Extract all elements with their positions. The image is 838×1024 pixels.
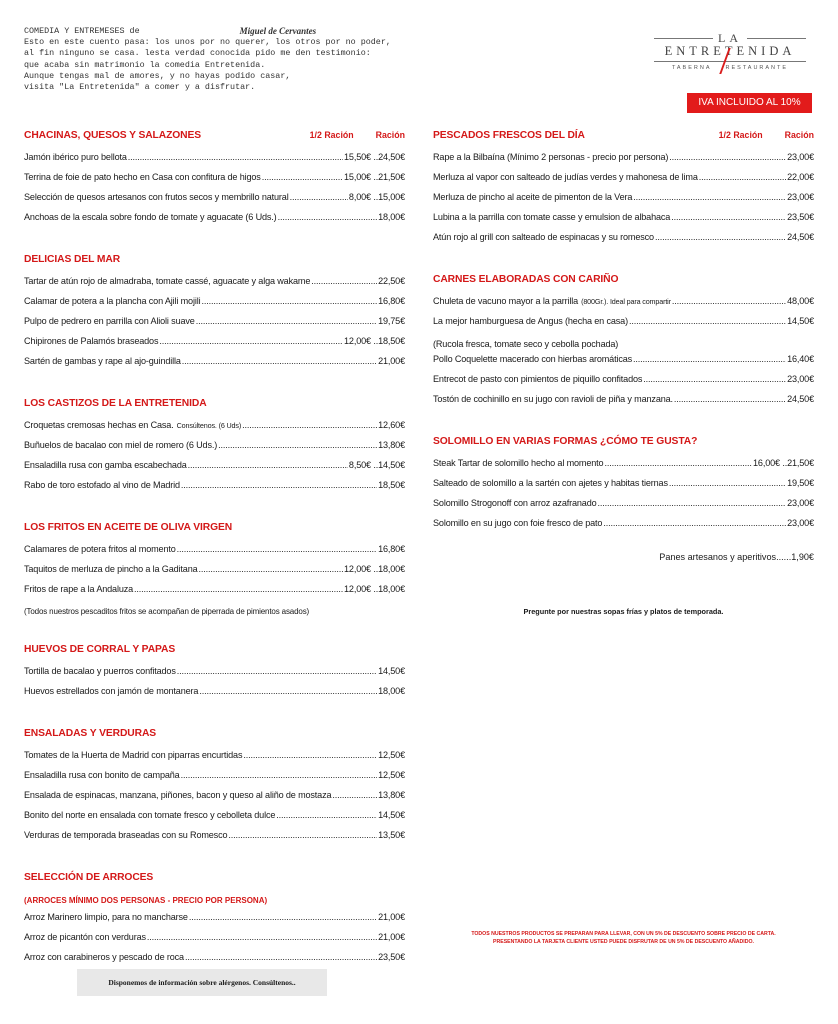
menu-item	[24, 564, 405, 584]
dot-leader	[674, 394, 786, 404]
item-name: Huevos estrellados con jamón de montanera	[24, 686, 199, 696]
item-name: Calamar de potera a la plancha con Ajili mojili	[24, 296, 201, 306]
menu-item	[24, 666, 405, 686]
section-header	[24, 130, 405, 148]
menu-item	[24, 152, 405, 172]
dot-leader	[147, 932, 377, 942]
intro-line: Esto en este cuento pasa: los unos por no querer, los otros por no poder,	[24, 37, 391, 48]
menu-item	[24, 830, 405, 850]
dot-leader	[218, 440, 377, 450]
section-header	[24, 728, 405, 746]
dot-leader	[182, 356, 377, 366]
menu-item	[24, 212, 405, 232]
item-name: Jamón ibérico puro bellota	[24, 152, 127, 162]
dot-leader	[598, 498, 787, 508]
logo-taberna: TABERNA	[671, 65, 712, 71]
portion-header: Ración	[784, 130, 814, 140]
dot-leader	[669, 152, 786, 162]
section-title: PESCADOS FRESCOS DEL DÍA	[433, 130, 585, 141]
dot-leader	[199, 686, 377, 696]
item-price: 16,80€	[378, 296, 405, 306]
dot-leader	[189, 912, 377, 922]
menu-item	[24, 276, 405, 296]
menu-section	[24, 872, 405, 972]
dot-leader	[278, 212, 378, 222]
item-price: 48,00€	[787, 296, 814, 306]
menu-item	[24, 192, 405, 212]
panes-line	[433, 552, 814, 562]
menu-item	[24, 932, 405, 952]
item-price: 13,80€	[378, 790, 405, 800]
dot-leader	[629, 316, 786, 326]
item-half-price: 12,00€ ..	[344, 564, 378, 574]
dot-leader	[311, 276, 377, 286]
item-price: 21,00€	[378, 932, 405, 942]
item-price: 22,00€	[787, 172, 814, 182]
item-price: 15,00€	[378, 192, 405, 202]
dot-leader	[242, 420, 377, 430]
item-price: 16,80€	[378, 544, 405, 554]
section-subnote: (ARROCES MÍNIMO DOS PERSONAS - PRECIO POR PERSONA)	[24, 896, 268, 905]
dot-leader	[276, 810, 377, 820]
item-name: Arroz Marinero limpio, para no mancharse	[24, 912, 188, 922]
dot-leader	[603, 518, 786, 528]
menu-item	[433, 374, 814, 394]
item-name: Buñuelos de bacalao con miel de romero (6 Uds.)	[24, 440, 218, 450]
menu-item	[24, 172, 405, 192]
menu-item	[433, 354, 814, 374]
item-half-price: 8,50€ ..	[349, 460, 378, 470]
item-name: Atún rojo al grill con salteado de espinacas y su romesco	[433, 232, 654, 242]
item-price: 23,00€	[787, 152, 814, 162]
item-price: 12,60€	[378, 420, 405, 430]
dot-leader	[671, 212, 786, 222]
item-half-price: 8,00€ ..	[349, 192, 378, 202]
menu-column-left	[24, 130, 405, 994]
item-price: 21,00€	[378, 912, 405, 922]
item-detail: (Rucola fresca, tomate seco y cebolla pochada)	[433, 339, 619, 349]
menu-item	[433, 232, 814, 252]
item-price: 16,40€	[787, 354, 814, 364]
item-detail: (800Gr.). Ideal para compartir	[581, 297, 671, 306]
menu-item	[24, 790, 405, 810]
footer-line: PRESENTANDO LA TARJETA CLIENTE USTED PUEDE DISFRUTAR DE UN 5% DE DESCUENTO AÑADIDO.	[493, 939, 754, 945]
menu-item	[433, 172, 814, 192]
menu-item	[24, 584, 405, 604]
item-name: Croquetas cremosas hechas en Casa.	[24, 420, 174, 430]
item-name: Chipirones de Palamós braseados	[24, 336, 159, 346]
logo-restaurante: RESTAURANTE	[725, 65, 789, 71]
item-half-price: 15,00€ ..	[344, 172, 378, 182]
section-header	[433, 274, 814, 292]
item-price: 18,00€	[378, 212, 405, 222]
menu-item	[433, 192, 814, 212]
item-name: Pulpo de pedrero en parrilla con Alioli suave	[24, 316, 195, 326]
menu-item	[433, 152, 814, 172]
item-price: 23,50€	[787, 212, 814, 222]
menu-item	[24, 810, 405, 830]
section-column-headers	[310, 130, 405, 140]
section-title: SELECCIÓN DE ARROCES	[24, 872, 154, 883]
section-title: CARNES ELABORADAS CON CARIÑO	[433, 274, 619, 285]
menu-section	[433, 274, 814, 414]
dot-leader	[290, 192, 348, 202]
dot-leader	[181, 770, 378, 780]
menu-item	[433, 498, 814, 518]
item-price: 21,50€	[378, 172, 405, 182]
menu-item	[433, 212, 814, 232]
item-name: Pollo Coquelette macerado con hierbas aromáticas	[433, 354, 633, 364]
item-price: 14,50€	[787, 316, 814, 326]
item-price: 21,50€	[787, 458, 814, 468]
item-price: 24,50€	[787, 394, 814, 404]
section-title: SOLOMILLO EN VARIAS FORMAS ¿CÓMO TE GUSTA?	[433, 436, 698, 447]
section-column-headers	[719, 130, 814, 140]
intro-line: visita "La Entretenida" a comer y a disfrutar.	[24, 82, 256, 93]
menu-item	[24, 912, 405, 932]
section-title: LOS CASTIZOS DE LA ENTRETENIDA	[24, 398, 207, 409]
item-price: 23,00€	[787, 374, 814, 384]
item-name: Lubina a la parrilla con tomate casse y emulsion de albahaca	[433, 212, 671, 222]
section-header	[24, 398, 405, 416]
logo-la: LA	[713, 31, 747, 46]
item-price: 13,50€	[378, 830, 405, 840]
menu-section	[24, 644, 405, 706]
menu-item	[433, 478, 814, 498]
dot-leader	[262, 172, 343, 182]
item-price: 23,00€	[787, 518, 814, 528]
intro-heading: COMEDIA Y ENTREMESES de	[24, 26, 140, 36]
item-price: 23,00€	[787, 192, 814, 202]
intro-author: Miguel de Cervantes	[239, 26, 317, 36]
menu-item	[24, 770, 405, 790]
intro-line: al fin ninguno se casa. lesta verdad conocida pido me den testimonio:	[24, 48, 371, 59]
menu-column-right	[433, 130, 814, 560]
menu-section	[433, 436, 814, 538]
item-name: Sartén de gambas y rape al ajo-guindilla	[24, 356, 181, 366]
item-price: 18,00€	[378, 686, 405, 696]
logo-name: ENTRETENIDA	[664, 44, 796, 58]
intro-line: Aunque tengas mal de amores, y no hayas podido casar,	[24, 70, 291, 81]
dot-leader	[228, 830, 377, 840]
dot-leader	[643, 374, 786, 384]
allergen-info-box: Disponemos de información sobre alérgenos. Consúltenos..	[77, 969, 327, 996]
logo-subtitle	[654, 65, 806, 71]
item-name: Entrecot de pasto con pimientos de piquillo confitados	[433, 374, 643, 384]
intro-text	[24, 26, 404, 93]
item-name: Chuleta de vacuno mayor a la parrilla	[433, 296, 579, 306]
item-price: 14,50€	[378, 666, 405, 676]
dot-leader	[159, 336, 343, 346]
item-half-price: 12,00€ ..	[344, 584, 378, 594]
menu-section	[24, 130, 405, 232]
item-name: Salteado de solomillo a la sartén con ajetes y habitas tiernas	[433, 478, 668, 488]
dot-leader	[201, 296, 377, 306]
item-name: Terrina de foie de pato hecho en Casa con confitura de higos	[24, 172, 261, 182]
dot-leader	[181, 480, 377, 490]
dot-leader	[199, 564, 343, 574]
item-price: 23,50€	[378, 952, 405, 962]
item-name: Steak Tartar de solomillo hecho al momento	[433, 458, 604, 468]
menu-section	[24, 398, 405, 500]
section-title: DELICIAS DEL MAR	[24, 254, 121, 265]
menu-item	[24, 460, 405, 480]
section-title: ENSALADAS Y VERDURAS	[24, 728, 157, 739]
item-name: Ensaladilla rusa con bonito de campaña	[24, 770, 180, 780]
menu-section	[24, 522, 405, 622]
dot-leader	[332, 790, 377, 800]
item-name: Merluza al vapor con salteado de judías verdes y mahonesa de lima	[433, 172, 698, 182]
item-name: Bonito del norte en ensalada con tomate fresco y cebolleta dulce	[24, 810, 276, 820]
item-name: Solomillo en su jugo con foie fresco de pato	[433, 518, 603, 528]
menu-item	[24, 544, 405, 564]
item-name: Ensaladilla rusa con gamba escabechada	[24, 460, 187, 470]
menu-item	[24, 296, 405, 316]
menu-item	[24, 356, 405, 376]
item-price: 19,75€	[378, 316, 405, 326]
item-name: Selección de quesos artesanos con frutos secos y membrillo natural	[24, 192, 289, 202]
item-name: Taquitos de merluza de pincho a la Gaditana	[24, 564, 198, 574]
item-half-price: 12,00€ ..	[344, 336, 378, 346]
item-price: 21,00€	[378, 356, 405, 366]
menu-item	[433, 296, 814, 316]
item-name: Ensalada de espinacas, manzana, piñones, bacon y queso al aliño de mostaza	[24, 790, 332, 800]
panes-price: 1,90€	[791, 552, 814, 562]
menu-item	[433, 394, 814, 414]
item-name: Solomillo Strogonoff con arroz azafranado	[433, 498, 597, 508]
item-name: Tartar de atún rojo de almadraba, tomate cassé, aguacate y alga wakame	[24, 276, 311, 286]
item-price: 22,50€	[378, 276, 405, 286]
dot-leader	[196, 316, 377, 326]
dot-leader	[604, 458, 752, 468]
menu-item	[24, 750, 405, 770]
menu-section	[24, 728, 405, 850]
item-half-price: 16,00€ ..	[753, 458, 787, 468]
item-price: 12,50€	[378, 770, 405, 780]
item-name: Tostón de cochinillo en su jugo con ravioli de piña y manzana.	[433, 394, 673, 404]
item-price: 18,00€	[378, 564, 405, 574]
item-half-price: 15,50€ ..	[344, 152, 378, 162]
item-price: 19,50€	[787, 478, 814, 488]
iva-badge: IVA INCLUIDO AL 10%	[687, 93, 812, 113]
menu-item	[24, 336, 405, 356]
restaurant-logo	[654, 32, 806, 78]
dot-leader	[185, 952, 377, 962]
item-name: Rape a la Bilbaína (Mínimo 2 personas - precio por persona)	[433, 152, 669, 162]
menu-item	[24, 420, 405, 440]
item-price: 23,00€	[787, 498, 814, 508]
section-header	[24, 872, 405, 890]
takeaway-discount-note	[433, 930, 814, 946]
dot-leader	[177, 544, 377, 554]
item-name: Fritos de rape a la Andaluza	[24, 584, 134, 594]
dot-leader	[655, 232, 786, 242]
dot-leader	[243, 750, 377, 760]
dot-leader	[177, 666, 377, 676]
section-title: HUEVOS DE CORRAL Y PAPAS	[24, 644, 176, 655]
item-price: 14,50€	[378, 460, 405, 470]
item-price: 24,50€	[787, 232, 814, 242]
item-name: Arroz de picantón con verduras	[24, 932, 146, 942]
menu-item	[24, 480, 405, 500]
item-name: Tomates de la Huerta de Madrid con piparras encurtidas	[24, 750, 243, 760]
half-portion-header: 1/2 Ración	[309, 130, 354, 140]
section-title: LOS FRITOS EN ACEITE DE OLIVA VIRGEN	[24, 522, 233, 533]
item-name: Rabo de toro estofado al vino de Madrid	[24, 480, 180, 490]
panes-label: Panes artesanos y aperitivos......	[659, 552, 792, 562]
dot-leader	[672, 296, 786, 306]
section-header	[24, 254, 405, 272]
item-name: Merluza de pincho al aceite de pimenton de la Vera	[433, 192, 633, 202]
pregunte-note: Pregunte por nuestras sopas frías y platos de temporada.	[523, 607, 724, 616]
section-title: CHACINAS, QUESOS Y SALAZONES	[24, 130, 202, 141]
item-name: Verduras de temporada braseadas con su Romesco	[24, 830, 228, 840]
dot-leader	[633, 354, 786, 364]
item-price: 12,50€	[378, 750, 405, 760]
menu-section	[24, 254, 405, 376]
menu-section	[433, 130, 814, 252]
item-name: La mejor hamburguesa de Angus (hecha en casa)	[433, 316, 628, 326]
item-price: 18,00€	[378, 584, 405, 594]
item-price: 18,50€	[378, 336, 405, 346]
section-header	[433, 130, 814, 148]
dot-leader	[633, 192, 786, 202]
section-header	[24, 644, 405, 662]
section-header	[433, 436, 814, 454]
menu-item	[433, 316, 814, 336]
half-portion-header: 1/2 Ración	[718, 130, 763, 140]
dot-leader	[188, 460, 348, 470]
section-note: (Todos nuestros pescaditos fritos se acompañan de piperrada de pimientos asados)	[24, 607, 310, 616]
dot-leader	[134, 584, 343, 594]
dot-leader	[699, 172, 786, 182]
item-price: 24,50€	[378, 152, 405, 162]
item-name: Calamares de potera fritos al momento	[24, 544, 176, 554]
dot-leader	[128, 152, 343, 162]
menu-item	[24, 316, 405, 336]
intro-line: que acaba sin matrimonio la comedia Entretenida.	[24, 59, 266, 70]
section-header	[24, 522, 405, 540]
item-price: 14,50€	[378, 810, 405, 820]
menu-item	[24, 686, 405, 706]
menu-item	[24, 440, 405, 460]
item-price: 13,80€	[378, 440, 405, 450]
item-name: Anchoas de la escala sobre fondo de tomate y aguacate (6 Uds.)	[24, 212, 277, 222]
item-name: Arroz con carabineros y pescado de roca	[24, 952, 184, 962]
footer-line: TODOS NUESTROS PRODUCTOS SE PREPARAN PARA LLEVAR, CON UN 5% DE DESCUENTO SOBRE PRECIO DE CARTA.	[471, 931, 776, 937]
portion-header: Ración	[375, 130, 405, 140]
menu-item	[433, 458, 814, 478]
item-price: 18,50€	[378, 480, 405, 490]
item-detail: Consúltenos. (6 Uds)	[176, 421, 242, 430]
menu-item	[433, 518, 814, 538]
dot-leader	[669, 478, 786, 488]
item-name: Tortilla de bacalao y puerros confitados	[24, 666, 176, 676]
